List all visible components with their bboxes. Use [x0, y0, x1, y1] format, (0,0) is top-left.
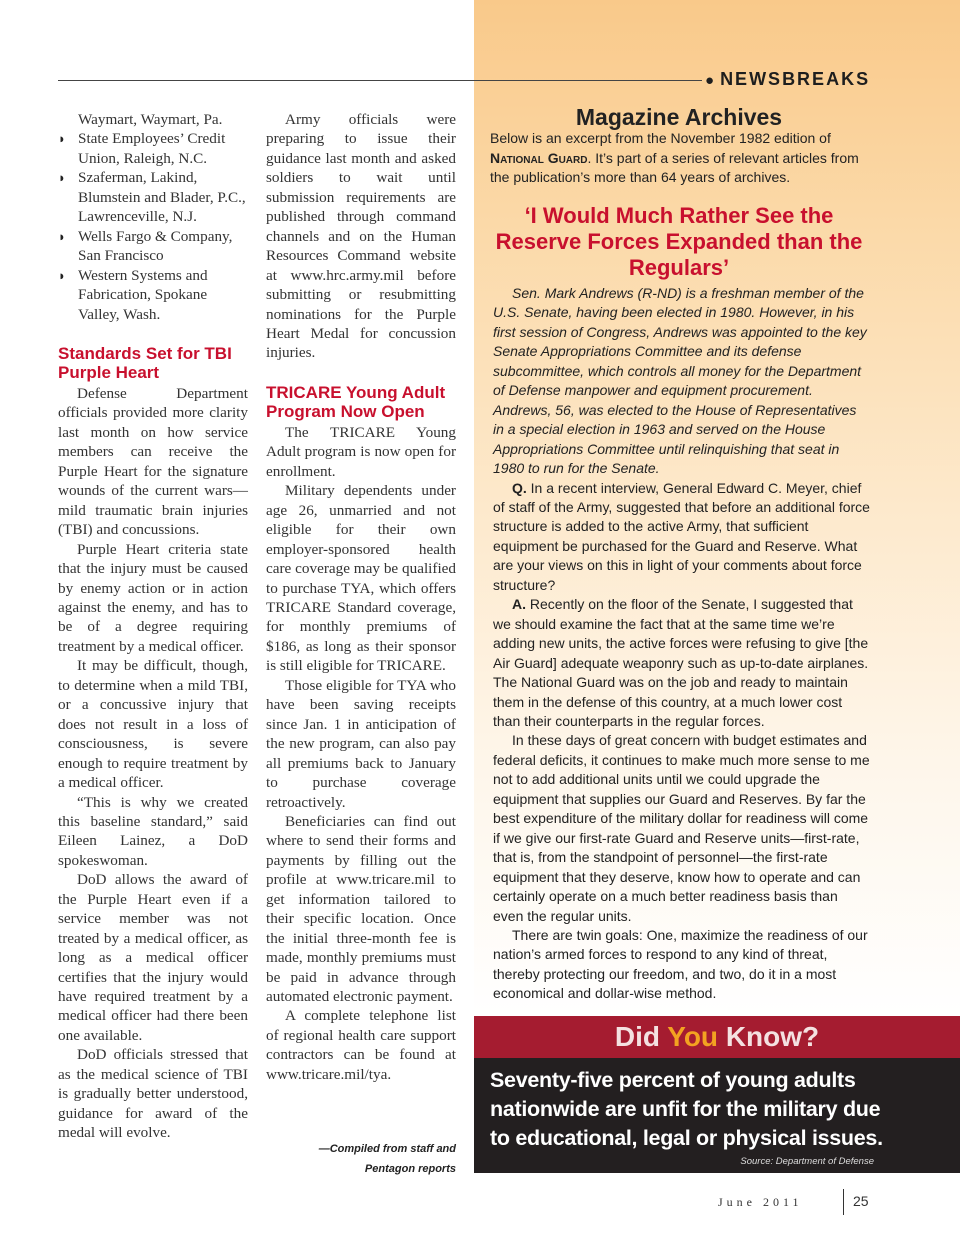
archives-intro: [490, 129, 868, 188]
list-item: [58, 266, 248, 324]
publication-name: National Guard: [490, 149, 588, 166]
answer-label: A.: [512, 596, 526, 613]
archives-intro-text: Below is an excerpt from the November 1982 edition of: [490, 130, 831, 146]
senator-bio: Sen. Mark Andrews (R-ND) is a freshman member of the U.S. Senate, having been elected in 1980. However, in his first session of Congress, Andrews was appointed to the key Senate Appropriations Committee and its defense subcommittee, which controls all money for the Department of Defense manpower and equipment procurement. Andrews, 56, was elected to the House of Representatives in a special election in 1963 and served on the House Appropriations Committee until relinquishing that seat in 1980 to run for the Senate.: [493, 285, 867, 477]
quote-headline: ‘I Would Much Rather See the Reserve Forces Expanded than the Regulars’: [495, 203, 863, 280]
dyk-title-highlight: You: [667, 1021, 719, 1052]
body-paragraph: DoD allows the award of the Purple Heart even if a service member was not treated by a medical officer, as long as a medical officer certifies that the injury would have required treatment by a medical officer had there been one available.: [58, 871, 248, 1044]
did-you-know-banner: [474, 1016, 960, 1058]
list-item-text: State Employees’ Credit Union, Raleigh, N.C.: [78, 130, 226, 167]
section-label: NEWSBREAKS: [720, 69, 871, 89]
tricare-headline: TRICARE Young Adult Program Now Open: [266, 382, 446, 422]
dyk-source: Source: Department of Defense: [740, 1156, 874, 1167]
body-paragraph: Defense Department officials provided more clarity last month on how service members can receive the Purple Heart for the signature wounds of the current wars—mild traumatic brain injuries (TBI) and concussions.: [58, 384, 248, 539]
bullet-dot-icon: ●: [705, 72, 715, 89]
archives-title: Magazine Archives: [575, 104, 783, 130]
list-item: [58, 227, 248, 266]
sponsor-list: [58, 129, 248, 324]
body-paragraph: It may be difficult, though, to determine when a mild TBI, or a concussive injury that does not result in a loss of consciousness, is severe enough to require treatment by a medical officer.: [58, 657, 248, 792]
body-paragraph: Army officials were preparing to issue their guidance last month and asked soldiers to wait until submission requirements are published through command channels and on the Human Resources Command website at www.hrc.army.mil before submitting or resubmitting nominations for the Purple Heart Medal for concussion injuries.: [266, 111, 456, 362]
body-paragraph: Those eligible for TYA who have been saving receipts since Jan. 1 in anticipation of the new program, can also pay all premiums back to January to purchase coverage retroactively.: [266, 676, 456, 811]
page-number: 25: [853, 1193, 869, 1209]
list-item: [58, 168, 248, 226]
body-paragraph: “This is why we created this baseline standard,” said Eileen Lainez, a DoD spokeswoman.: [58, 793, 248, 869]
list-item-text: Western Systems and Fabrication, Spokane Valley, Wash.: [78, 266, 208, 323]
body-paragraph: Military dependents under age 26, unmarried and not eligible for their own employer-sponsored health care coverage may be qualified to purchase TYA, which offers TRICARE Standard coverage, for monthly premiums of $186, as long as their sponsor is still eligible for TRICARE.: [266, 482, 456, 675]
bullet-icon: ◗: [58, 131, 66, 147]
header-rule: [58, 80, 702, 81]
answer-text: Recently on the floor of the Senate, I suggested that we should examine the fact that at the same time we’re adding new units, the active forces were refusing to give [the Air Guard] adequate weaponry such as up-to-date airplanes. The National Guard was on the job and ready to maintain them in the defense of this country, at a much lower cost than their counterparts in the regular forces.: [493, 596, 869, 729]
body-paragraph: Purple Heart criteria state that the injury must be caused by enemy action or in action against the enemy, and has to be of a degree requiring treatment by a medical officer.: [58, 540, 248, 655]
did-you-know-box: [474, 1058, 960, 1173]
dyk-fact: Seventy-five percent of young adults nationwide are unfit for the military due to educational, legal or physical issues.: [490, 1068, 883, 1150]
issue-date: June 2011: [718, 1195, 803, 1209]
question-label: Q.: [512, 479, 527, 496]
archives-body: [493, 284, 870, 1004]
body-paragraph: A complete telephone list of regional health care support contractors can be found at www.tricare.mil/tya.: [266, 1007, 456, 1083]
body-paragraph: Beneficiaries can find out where to send their forms and payments by filling out the profile at www.tricare.mil to get information tailored to their specific location. Once the initial three-month fee is made, monthly premiums must be paid in advance through automated electronic payment.: [266, 812, 456, 1006]
bullet-icon: ◗: [58, 228, 66, 244]
column-left: [58, 110, 248, 1143]
column-middle: [266, 110, 456, 1084]
bullet-icon: ◗: [58, 267, 66, 283]
footer-divider: [843, 1189, 844, 1215]
dyk-title-part: Know?: [718, 1021, 820, 1052]
section-header: [705, 69, 875, 90]
list-item: [58, 129, 248, 168]
body-paragraph: DoD officials stressed that as the medical science of TBI is gradually better understood, guidance for award of the medal will evolve.: [58, 1046, 248, 1142]
question-text: In a recent interview, General Edward C. Meyer, chief of staff of the Army, suggested that before an additional force structure is added to the active Army, that sufficient equipment be purchased for the Guard and Reserve. What are your views on this in light of your comments about force structure?: [493, 479, 870, 593]
bullet-icon: ◗: [58, 170, 66, 186]
list-item-continued: Waymart, Waymart, Pa.: [78, 111, 223, 128]
dyk-title-part: Did: [614, 1021, 668, 1052]
list-item-text: Szaferman, Lakind, Blumstein and Blader, P.C., Lawrenceville, N.J.: [78, 169, 246, 226]
compiled-credit: —Compiled from staff and Pentagon reports: [318, 1143, 456, 1175]
answer-paragraph: [493, 595, 870, 731]
question-paragraph: [493, 479, 870, 596]
answer-paragraph: There are twin goals: One, maximize the readiness of our nation’s armed forces to respond to any kind of threat, thereby protecting our freedom, and two, do it in a most economical and dollar-wise method.: [493, 926, 868, 1002]
purple-heart-headline: Standards Set for TBI Purple Heart: [58, 343, 232, 383]
archives-intro-text: . It’s part of a series of relevant articles from the publication’s more than 64 years of archives.: [490, 149, 859, 185]
body-paragraph: The TRICARE Young Adult program is now open for enrollment.: [266, 423, 456, 480]
list-item-text: Wells Fargo & Company, San Francisco: [78, 227, 233, 265]
answer-paragraph: In these days of great concern with budget estimates and federal deficits, it continues to make much more sense to me not to add additional units until we could upgrade the equipment that supplies our Guard and Reserves. By far the best expenditure of the military dollar for readiness will come if we give our first-rate Guard and Reserve units—first-rate, that is, from the standpoint of personnel—the first-rate equipment that they deserve, know how to operate and can certainly operate on a much better readiness basis than even the regular units.: [493, 732, 870, 924]
